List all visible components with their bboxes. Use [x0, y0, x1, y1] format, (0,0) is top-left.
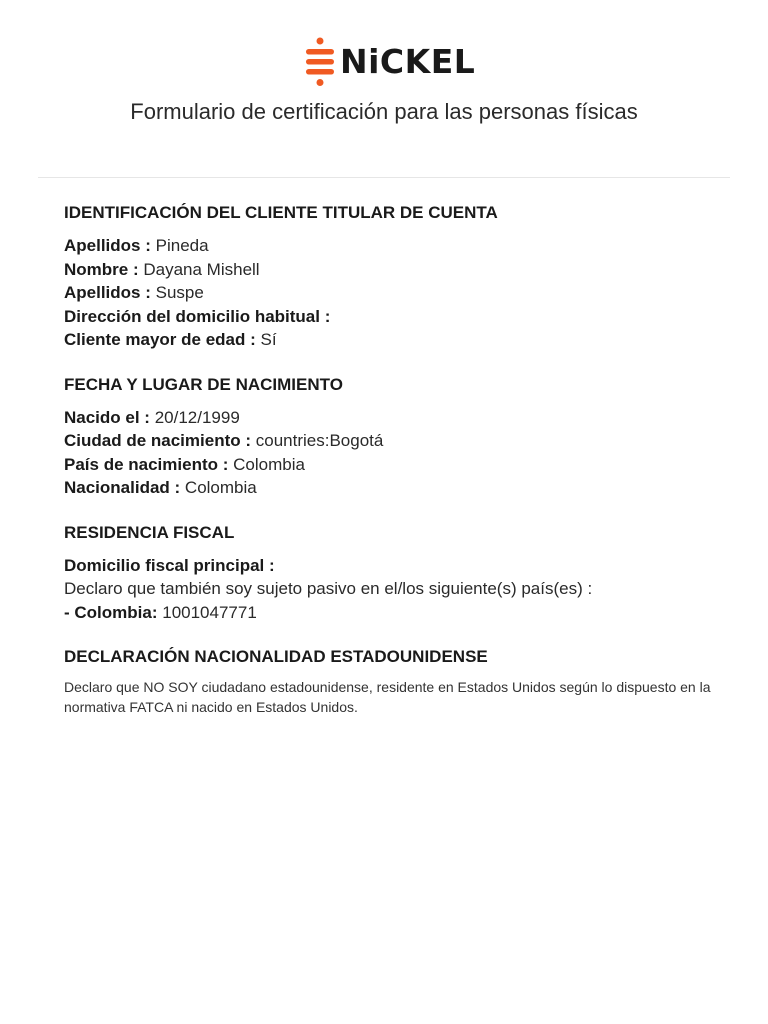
- header-divider: [38, 177, 730, 178]
- identification-title: IDENTIFICACIÓN DEL CLIENTE TITULAR DE CUENTA: [64, 203, 498, 222]
- field-row: [64, 429, 734, 453]
- field-value-name: Dayana Mishell: [143, 259, 260, 279]
- field-row: [64, 476, 734, 500]
- field-label-second-surname: Apellidos :: [64, 283, 151, 302]
- field-row: [64, 406, 734, 430]
- field-row: [64, 234, 734, 258]
- field-label-surname: Apellidos :: [64, 236, 151, 255]
- field-value-birth-city: countries:Bogotá: [255, 431, 384, 450]
- us-declaration-section: [64, 644, 734, 717]
- field-value-surname: Pineda: [155, 236, 209, 255]
- form-content: [64, 200, 734, 737]
- nickel-logo-icon: [305, 37, 335, 87]
- field-row: [64, 554, 734, 578]
- field-row: [64, 281, 734, 305]
- field-row: [64, 601, 734, 625]
- field-label-address: Dirección del domicilio habitual :: [64, 306, 331, 326]
- tax-section: [64, 520, 734, 625]
- field-value-adult: Sí: [260, 330, 277, 349]
- page-header: [0, 0, 768, 178]
- field-label-birth-country: País de nacimiento :: [64, 454, 229, 474]
- field-row: [64, 258, 734, 282]
- field-value-birth-date: 20/12/1999: [154, 407, 240, 427]
- field-label-tax-country: - Colombia:: [64, 602, 158, 622]
- tax-declaration-line: Declaro que también soy sujeto pasivo en el/los siguiente(s) país(es) :: [64, 579, 593, 598]
- field-label-birth-date: Nacido el :: [64, 407, 150, 427]
- field-value-birth-country: Colombia: [233, 454, 305, 474]
- field-label-birth-city: Ciudad de nacimiento :: [64, 431, 252, 450]
- field-value-nationality: Colombia: [184, 478, 257, 497]
- us-declaration-text: Declaro que NO SOY ciudadano estadounidense, residente en Estados Unidos según lo dispuesto en la normativa FATCA ni nacido en Estados Unidos.: [64, 679, 711, 715]
- field-label-name: Nombre :: [64, 259, 139, 279]
- nickel-logo: [305, 36, 475, 88]
- brand-name: NiCKEL: [340, 42, 476, 81]
- field-row: [64, 305, 734, 329]
- field-label-nationality: Nacionalidad :: [64, 478, 181, 497]
- field-row: [64, 328, 734, 352]
- identification-section: [64, 200, 734, 352]
- field-value-tax-id: 1001047771: [162, 602, 257, 622]
- birth-section: [64, 372, 734, 500]
- field-label-tax-domicile: Domicilio fiscal principal :: [64, 555, 275, 575]
- tax-title: RESIDENCIA FISCAL: [64, 522, 235, 542]
- field-value-second-surname: Suspe: [155, 283, 204, 302]
- page-title: Formulario de certificación para las personas físicas: [130, 99, 638, 124]
- us-declaration-title: DECLARACIÓN NACIONALIDAD ESTADOUNIDENSE: [64, 647, 488, 666]
- birth-title: FECHA Y LUGAR DE NACIMIENTO: [64, 374, 343, 394]
- field-row: [64, 453, 734, 477]
- field-label-adult: Cliente mayor de edad :: [64, 330, 256, 349]
